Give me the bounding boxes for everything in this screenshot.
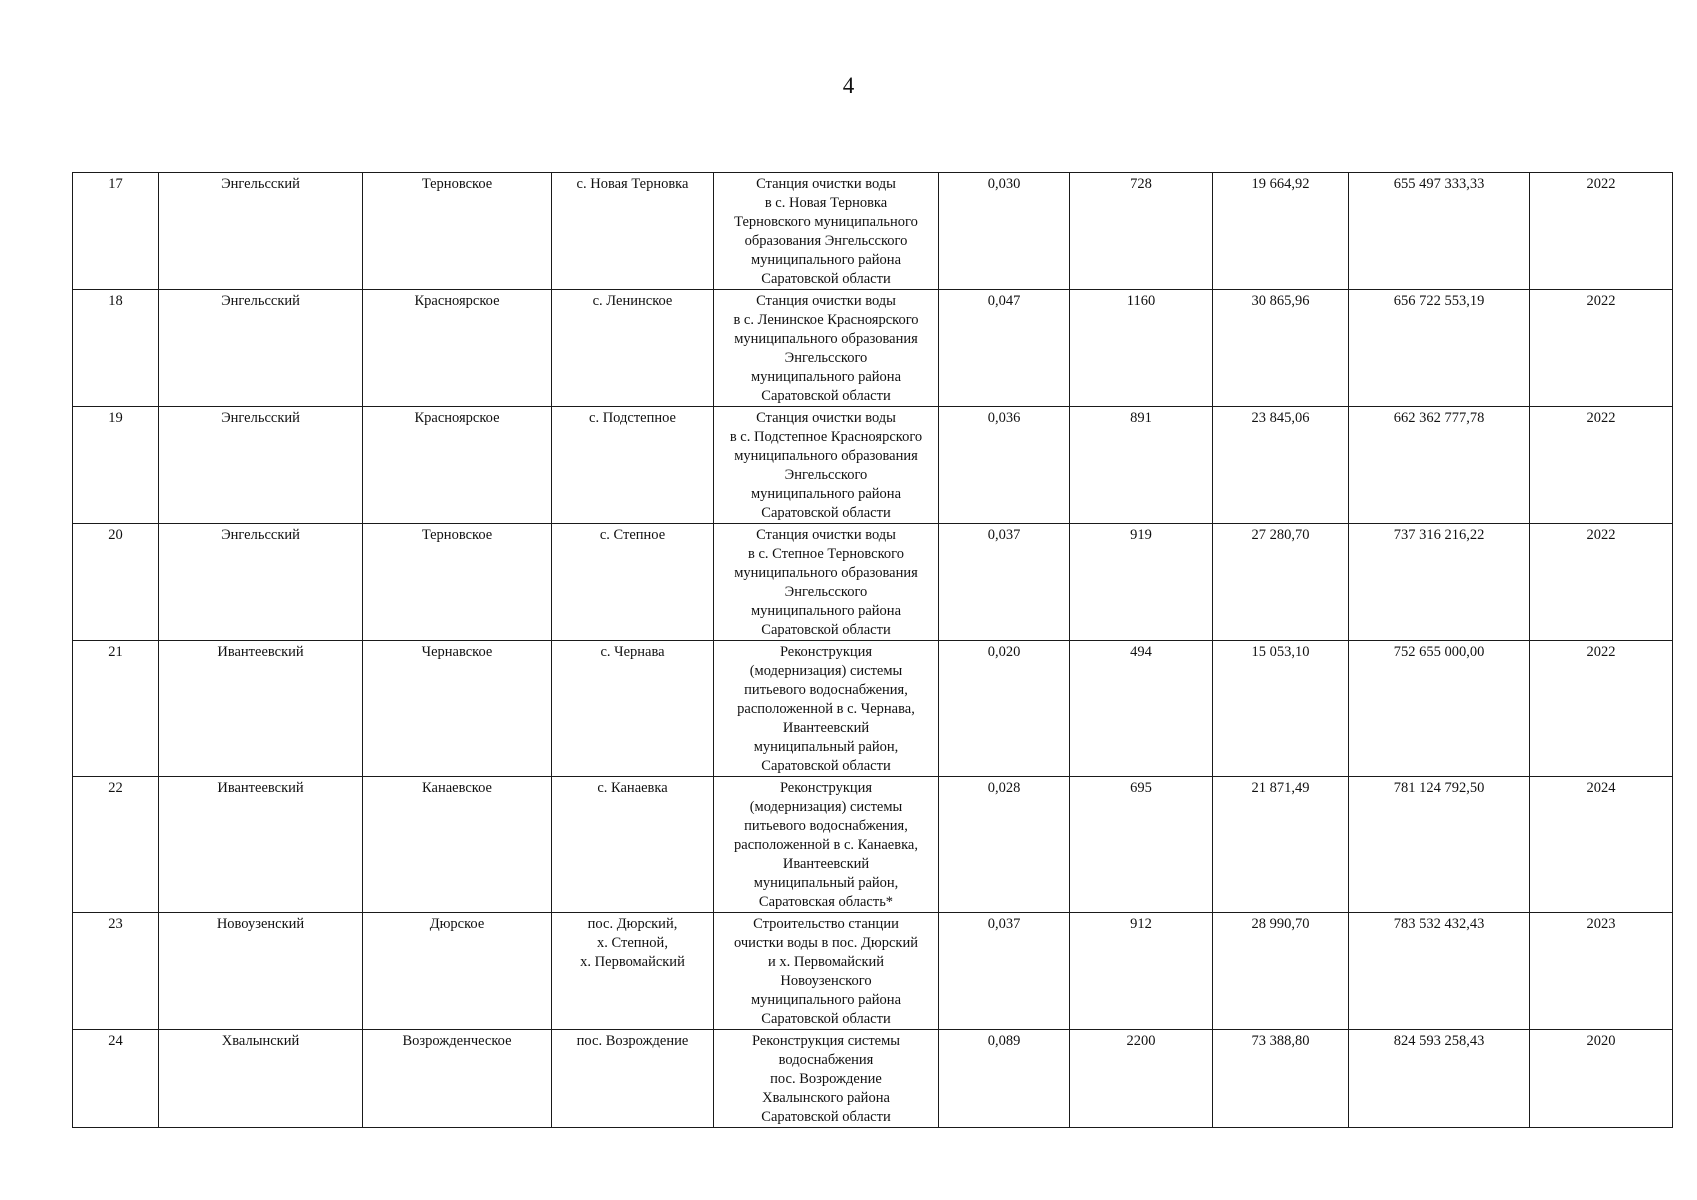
- locality-cell: пос. Дюрский, х. Степной, х. Первомайский: [552, 913, 714, 1030]
- unit-cost-cell: 737 316 216,22: [1349, 524, 1530, 641]
- municipality-cell: Чернавское: [363, 641, 552, 777]
- unit-cost-cell: 662 362 777,78: [1349, 407, 1530, 524]
- municipality-cell: Красноярское: [363, 407, 552, 524]
- unit-cost-cell: 783 532 432,43: [1349, 913, 1530, 1030]
- cost-cell: 23 845,06: [1213, 407, 1349, 524]
- table-row: [73, 777, 1673, 913]
- page-number: 4: [842, 73, 855, 98]
- district-cell: Ивантеевский: [159, 777, 363, 913]
- table-row: [73, 641, 1673, 777]
- locality-cell: пос. Возрождение: [552, 1030, 714, 1128]
- cost-cell: 30 865,96: [1213, 290, 1349, 407]
- cost-cell: 21 871,49: [1213, 777, 1349, 913]
- year-cell: 2022: [1530, 173, 1673, 290]
- population-cell: 912: [1070, 913, 1213, 1030]
- cost-cell: 15 053,10: [1213, 641, 1349, 777]
- district-cell: Энгельсский: [159, 407, 363, 524]
- row-number-cell: 19: [73, 407, 159, 524]
- cost-cell: 27 280,70: [1213, 524, 1349, 641]
- municipality-cell: Терновское: [363, 524, 552, 641]
- table-row: [73, 913, 1673, 1030]
- object-cell: Реконструкция (модернизация) системы питьевого водоснабжения, расположенной в с. Чернава, Ивантеевский муниципальный район, Саратовской области: [714, 641, 939, 777]
- capacity-cell: 0,089: [939, 1030, 1070, 1128]
- table-row: [73, 407, 1673, 524]
- year-cell: 2023: [1530, 913, 1673, 1030]
- object-cell: Станция очистки воды в с. Степное Терновского муниципального образования Энгельсского муниципального района Саратовской области: [714, 524, 939, 641]
- municipality-cell: Возрожденческое: [363, 1030, 552, 1128]
- district-cell: Хвалынский: [159, 1030, 363, 1128]
- municipality-cell: Дюрское: [363, 913, 552, 1030]
- year-cell: 2020: [1530, 1030, 1673, 1128]
- row-number-cell: 18: [73, 290, 159, 407]
- object-cell: Реконструкция системы водоснабжения пос. Возрождение Хвалынского района Саратовской области: [714, 1030, 939, 1128]
- cost-cell: 28 990,70: [1213, 913, 1349, 1030]
- population-cell: 494: [1070, 641, 1213, 777]
- unit-cost-cell: 752 655 000,00: [1349, 641, 1530, 777]
- capacity-cell: 0,037: [939, 913, 1070, 1030]
- unit-cost-cell: 655 497 333,33: [1349, 173, 1530, 290]
- table-row: [73, 1030, 1673, 1128]
- municipality-cell: Канаевское: [363, 777, 552, 913]
- locality-cell: с. Чернава: [552, 641, 714, 777]
- object-cell: Станция очистки воды в с. Подстепное Красноярского муниципального образования Энгельсского муниципального района Саратовской области: [714, 407, 939, 524]
- cost-cell: 73 388,80: [1213, 1030, 1349, 1128]
- unit-cost-cell: 824 593 258,43: [1349, 1030, 1530, 1128]
- population-cell: 919: [1070, 524, 1213, 641]
- row-number-cell: 17: [73, 173, 159, 290]
- capacity-cell: 0,030: [939, 173, 1070, 290]
- row-number-cell: 21: [73, 641, 159, 777]
- municipality-cell: Красноярское: [363, 290, 552, 407]
- table-row: [73, 524, 1673, 641]
- unit-cost-cell: 781 124 792,50: [1349, 777, 1530, 913]
- table-row: [73, 290, 1673, 407]
- locality-cell: с. Новая Терновка: [552, 173, 714, 290]
- table-row: [73, 173, 1673, 290]
- row-number-cell: 23: [73, 913, 159, 1030]
- locality-cell: с. Канаевка: [552, 777, 714, 913]
- capacity-cell: 0,020: [939, 641, 1070, 777]
- capacity-cell: 0,037: [939, 524, 1070, 641]
- district-cell: Энгельсский: [159, 173, 363, 290]
- year-cell: 2022: [1530, 290, 1673, 407]
- water-treatment-table: [72, 172, 1673, 1128]
- row-number-cell: 22: [73, 777, 159, 913]
- year-cell: 2022: [1530, 407, 1673, 524]
- unit-cost-cell: 656 722 553,19: [1349, 290, 1530, 407]
- object-cell: Реконструкция (модернизация) системы питьевого водоснабжения, расположенной в с. Канаевка, Ивантеевский муниципальный район, Саратовская область*: [714, 777, 939, 913]
- year-cell: 2022: [1530, 641, 1673, 777]
- population-cell: 728: [1070, 173, 1213, 290]
- district-cell: Энгельсский: [159, 524, 363, 641]
- population-cell: 1160: [1070, 290, 1213, 407]
- locality-cell: с. Подстепное: [552, 407, 714, 524]
- population-cell: 2200: [1070, 1030, 1213, 1128]
- capacity-cell: 0,047: [939, 290, 1070, 407]
- capacity-cell: 0,028: [939, 777, 1070, 913]
- object-cell: Станция очистки воды в с. Ленинское Красноярского муниципального образования Энгельсского муниципального района Саратовской области: [714, 290, 939, 407]
- district-cell: Энгельсский: [159, 290, 363, 407]
- population-cell: 695: [1070, 777, 1213, 913]
- population-cell: 891: [1070, 407, 1213, 524]
- locality-cell: с. Ленинское: [552, 290, 714, 407]
- object-cell: Строительство станции очистки воды в пос. Дюрский и х. Первомайский Новоузенского муниципального района Саратовской области: [714, 913, 939, 1030]
- district-cell: Ивантеевский: [159, 641, 363, 777]
- year-cell: 2022: [1530, 524, 1673, 641]
- cost-cell: 19 664,92: [1213, 173, 1349, 290]
- municipality-cell: Терновское: [363, 173, 552, 290]
- row-number-cell: 24: [73, 1030, 159, 1128]
- object-cell: Станция очистки воды в с. Новая Терновка Терновского муниципального образования Энгельсского муниципального района Саратовской области: [714, 173, 939, 290]
- locality-cell: с. Степное: [552, 524, 714, 641]
- row-number-cell: 20: [73, 524, 159, 641]
- district-cell: Новоузенский: [159, 913, 363, 1030]
- year-cell: 2024: [1530, 777, 1673, 913]
- capacity-cell: 0,036: [939, 407, 1070, 524]
